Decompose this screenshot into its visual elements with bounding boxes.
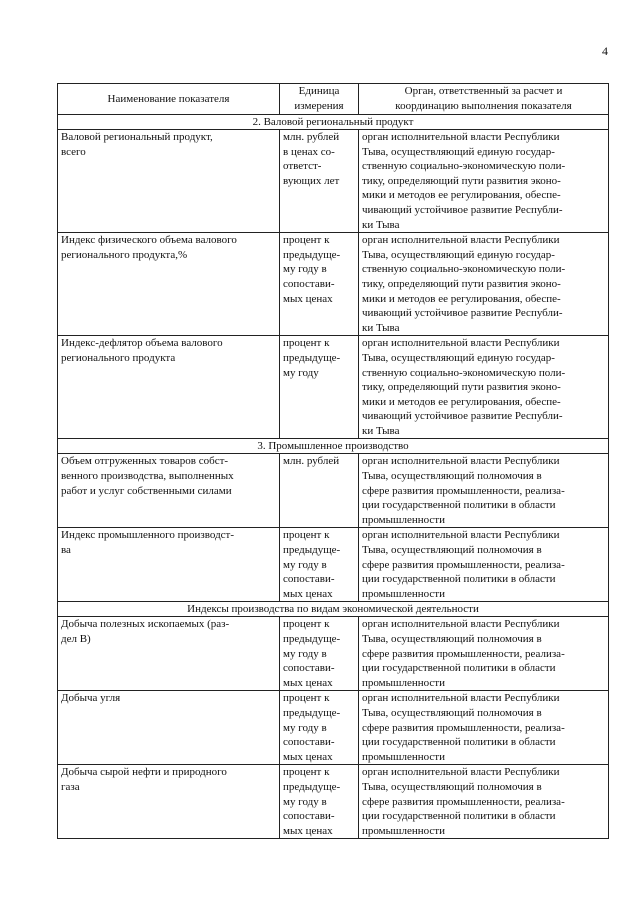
cell-organ: орган исполнительной власти Республики Тыва, осуществляющий полномочия в сфере развития промышленности, реализа- ции государственной политики в области промышленности bbox=[359, 691, 609, 765]
section-title: 3. Промышленное производство bbox=[58, 439, 609, 454]
cell-name: Добыча сырой нефти и природного газа bbox=[58, 765, 280, 839]
cell-organ: орган исполнительной власти Республики Тыва, осуществляющий единую государ- ственную социально-экономическую поли- тику, определяющий пути развития эконо- мики и методов ее регулирования, обеспе- чивающий устойчивое развитие Республи- ки Тыва bbox=[359, 130, 609, 233]
cell-name: Валовой региональный продукт, всего bbox=[58, 130, 280, 233]
cell-organ: орган исполнительной власти Республики Тыва, осуществляющий единую государ- ственную социально-экономическую поли- тику, определяющий пути развития эконо- мики и методов ее регулирования, обеспе- чивающий устойчивое развитие Республи- ки Тыва bbox=[359, 233, 609, 336]
table-row bbox=[58, 765, 609, 839]
cell-unit: процент к предыдуще- му году bbox=[280, 336, 359, 439]
cell-name: Индекс физического объема валового регионального продукта,% bbox=[58, 233, 280, 336]
section-row bbox=[58, 115, 609, 130]
table-row bbox=[58, 336, 609, 439]
cell-name: Индекс промышленного производст- ва bbox=[58, 528, 280, 602]
cell-unit: процент к предыдуще- му году в сопостави- мых ценах bbox=[280, 765, 359, 839]
table-row bbox=[58, 691, 609, 765]
table-row bbox=[58, 233, 609, 336]
cell-name: Добыча полезных ископаемых (раз- дел B) bbox=[58, 617, 280, 691]
table-header-row bbox=[58, 84, 609, 115]
table-row bbox=[58, 617, 609, 691]
header-organ: Орган, ответственный за расчет и координацию выполнения показателя bbox=[359, 84, 609, 115]
cell-organ: орган исполнительной власти Республики Тыва, осуществляющий полномочия в сфере развития промышленности, реализа- ции государственной политики в области промышленности bbox=[359, 617, 609, 691]
cell-unit: млн. рублей bbox=[280, 454, 359, 528]
table-row bbox=[58, 454, 609, 528]
table-row bbox=[58, 528, 609, 602]
cell-organ: орган исполнительной власти Республики Тыва, осуществляющий единую государ- ственную социально-экономическую поли- тику, определяющий пути развития эконо- мики и методов ее регулирования, обеспе- чивающий устойчивое развитие Республи- ки Тыва bbox=[359, 336, 609, 439]
cell-organ: орган исполнительной власти Республики Тыва, осуществляющий полномочия в сфере развития промышленности, реализа- ции государственной политики в области промышленности bbox=[359, 528, 609, 602]
cell-name: Индекс-дефлятор объема валового регионального продукта bbox=[58, 336, 280, 439]
page-number: 4 bbox=[602, 44, 608, 58]
cell-unit: процент к предыдуще- му году в сопостави- мых ценах bbox=[280, 691, 359, 765]
header-unit: Единица измерения bbox=[280, 84, 359, 115]
section-title: Индексы производства по видам экономической деятельности bbox=[58, 602, 609, 617]
cell-name: Добыча угля bbox=[58, 691, 280, 765]
cell-name: Объем отгруженных товаров собст- венного производства, выполненных работ и услуг собственными силами bbox=[58, 454, 280, 528]
section-row bbox=[58, 439, 609, 454]
cell-unit: процент к предыдуще- му году в сопостави- мых ценах bbox=[280, 528, 359, 602]
cell-unit: млн. рублей в ценах со- ответст- вующих лет bbox=[280, 130, 359, 233]
section-title: 2. Валовой региональный продукт bbox=[58, 115, 609, 130]
indicators-table bbox=[57, 83, 609, 839]
cell-organ: орган исполнительной власти Республики Тыва, осуществляющий полномочия в сфере развития промышленности, реализа- ции государственной политики в области промышленности bbox=[359, 454, 609, 528]
section-row bbox=[58, 602, 609, 617]
table-row bbox=[58, 130, 609, 233]
cell-organ: орган исполнительной власти Республики Тыва, осуществляющий полномочия в сфере развития промышленности, реализа- ции государственной политики в области промышленности bbox=[359, 765, 609, 839]
cell-unit: процент к предыдуще- му году в сопостави- мых ценах bbox=[280, 617, 359, 691]
header-name: Наименование показателя bbox=[58, 84, 280, 115]
cell-unit: процент к предыдуще- му году в сопостави- мых ценах bbox=[280, 233, 359, 336]
